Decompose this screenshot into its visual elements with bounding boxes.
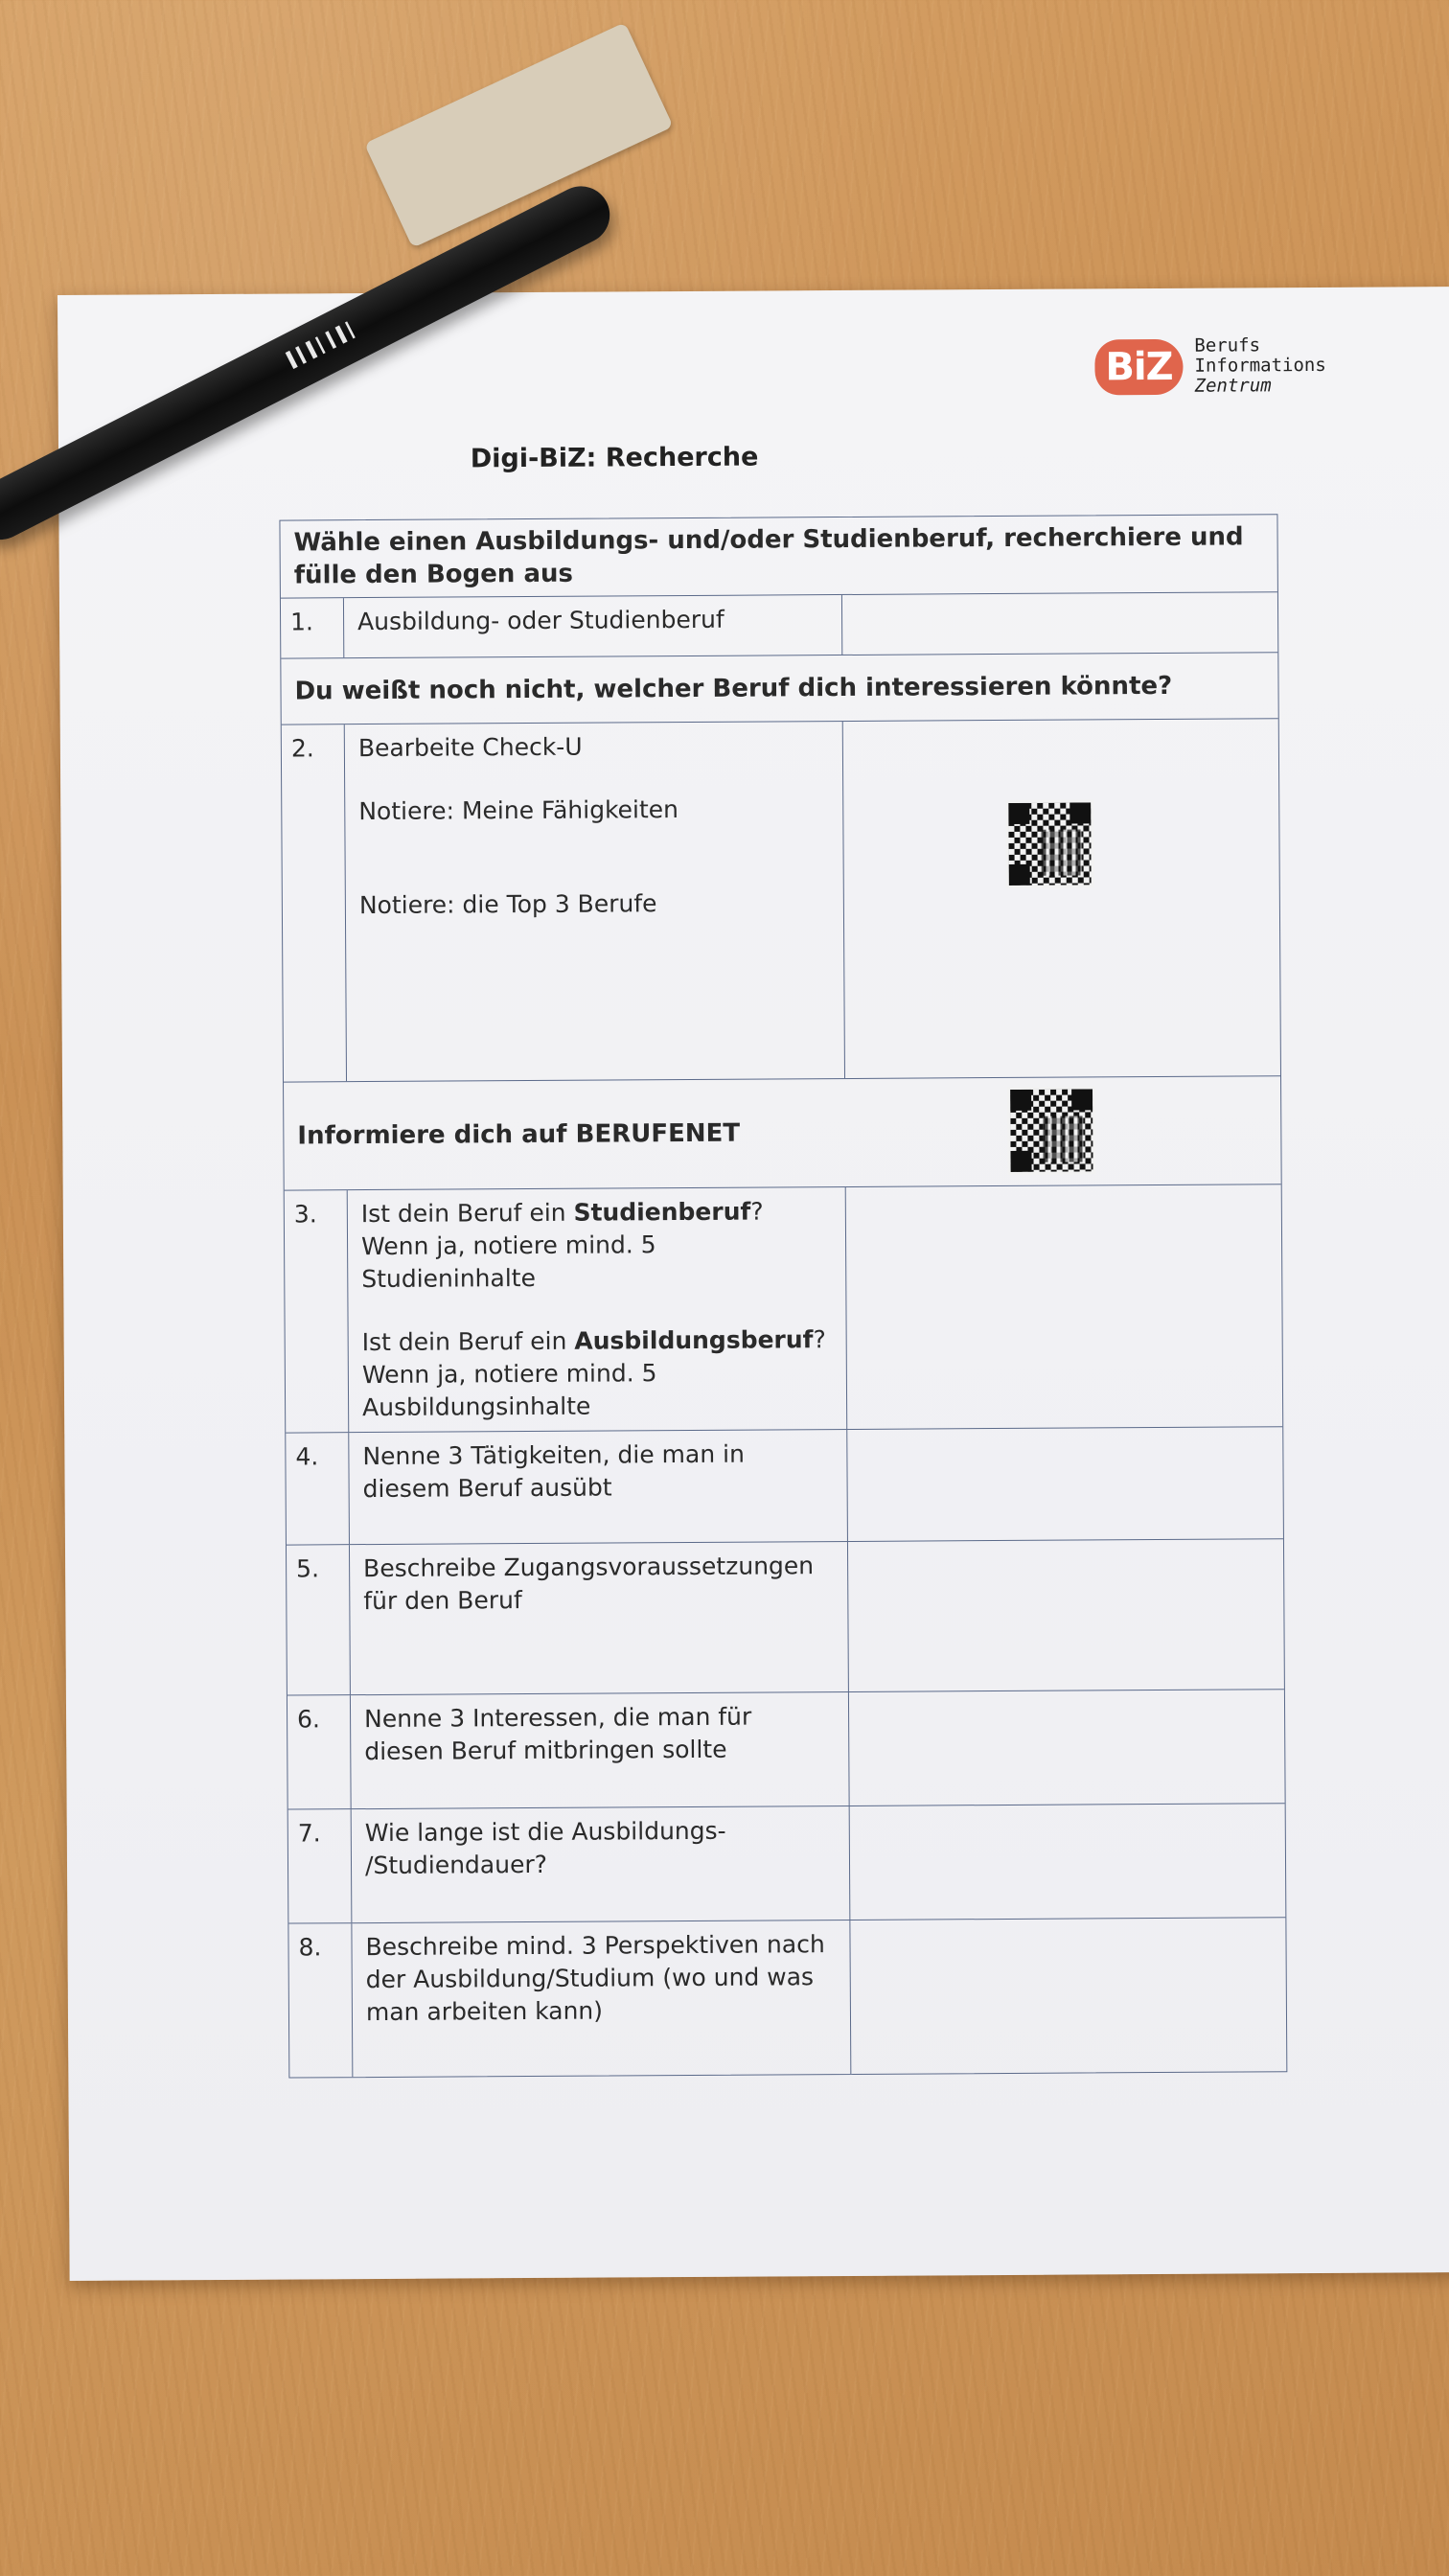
section-row-3 (284, 1076, 1281, 1190)
section-heading: Du weißt noch nicht, welcher Beruf dich interessieren könnte? (294, 671, 1173, 706)
row-number: 7. (288, 1809, 353, 1922)
pen-imprint: ▌▍▌▎▍▌▎ (285, 317, 364, 369)
row-number: 3. (285, 1190, 350, 1432)
emphasis-ausbildungsberuf: Ausbildungsberuf (574, 1325, 814, 1355)
task-line: Notiere: die Top 3 Berufe (358, 889, 657, 920)
emphasis-studienberuf: Studienberuf (573, 1197, 751, 1227)
section-row-2 (281, 653, 1277, 724)
document-title: Digi-BiZ: Recherche (470, 442, 759, 474)
intro-row (280, 515, 1276, 598)
task-paragraph-ausbildung: Ist dein Beruf ein Ausbildungsberuf? Wenn ja, notiere mind. 5 Ausbildungsinhalte (361, 1325, 826, 1422)
row-task: Wie lange ist die Ausbildungs- /Studiendauer? (352, 1806, 851, 1922)
research-form-table (279, 514, 1287, 2078)
section-heading: Informiere dich auf BERUFENET (297, 1118, 741, 1151)
biz-logo-mark: BiZ (1094, 338, 1183, 395)
logo-line-1: Berufs (1194, 334, 1261, 356)
row-number: 8. (288, 1923, 353, 2077)
check-u-qr-code[interactable] (1008, 802, 1092, 886)
biz-logo (1094, 335, 1326, 397)
row-number: 6. (288, 1695, 352, 1808)
biz-logo-text (1194, 335, 1326, 397)
answer-field-1[interactable] (842, 592, 1277, 655)
table-row-6 (288, 1690, 1285, 1809)
logo-line-3: Zentrum (1194, 375, 1272, 397)
answer-field-3[interactable] (846, 1184, 1283, 1429)
row-number: 4. (286, 1433, 350, 1544)
task-line: Bearbeite Check-U (357, 732, 583, 763)
row-task: Beschreibe mind. 3 Perspektiven nach der Ausbildung/Studium (wo und was man arbeiten kann) (352, 1920, 851, 2077)
logo-line-2: Informations (1194, 354, 1326, 377)
answer-field-6[interactable] (849, 1690, 1285, 1806)
worksheet-paper (58, 287, 1449, 2281)
row-task (348, 1187, 848, 1432)
row-number: 5. (287, 1545, 351, 1694)
answer-field-7[interactable] (850, 1804, 1286, 1920)
row-task: Beschreibe Zugangsvoraussetzungen für den Beruf (350, 1542, 849, 1694)
answer-field-8[interactable] (850, 1918, 1286, 2074)
intro-instruction: Wähle einen Ausbildungs- und/oder Studienberuf, recherchiere und fülle den Bogen aus (293, 522, 1244, 590)
task-line: Notiere: Meine Fähigkeiten (358, 795, 679, 826)
row-task (345, 722, 845, 1081)
row-number: 2. (282, 724, 347, 1081)
answer-field-4[interactable] (847, 1427, 1283, 1541)
table-row-2 (282, 719, 1280, 1082)
berufenet-qr-code[interactable] (1010, 1089, 1093, 1172)
table-row-7 (288, 1804, 1286, 1923)
answer-field-5[interactable] (848, 1539, 1284, 1691)
table-row-5 (287, 1539, 1284, 1695)
row-task: Nenne 3 Tätigkeiten, die man in diesem Beruf ausübt (349, 1430, 848, 1544)
table-row-1 (281, 592, 1277, 658)
row-number: 1. (281, 598, 344, 657)
answer-field-2[interactable] (843, 719, 1280, 1078)
task-paragraph-studium: Ist dein Beruf ein Studienberuf? Wenn ja, notiere mind. 5 Studieninhalte (360, 1197, 764, 1294)
table-row-8 (288, 1918, 1286, 2077)
table-row-4 (286, 1427, 1283, 1545)
row-task: Nenne 3 Interessen, die man für diesen Beruf mitbringen sollte (351, 1692, 850, 1808)
row-task: Ausbildung- oder Studienberuf (344, 595, 842, 657)
table-row-3 (285, 1184, 1283, 1433)
